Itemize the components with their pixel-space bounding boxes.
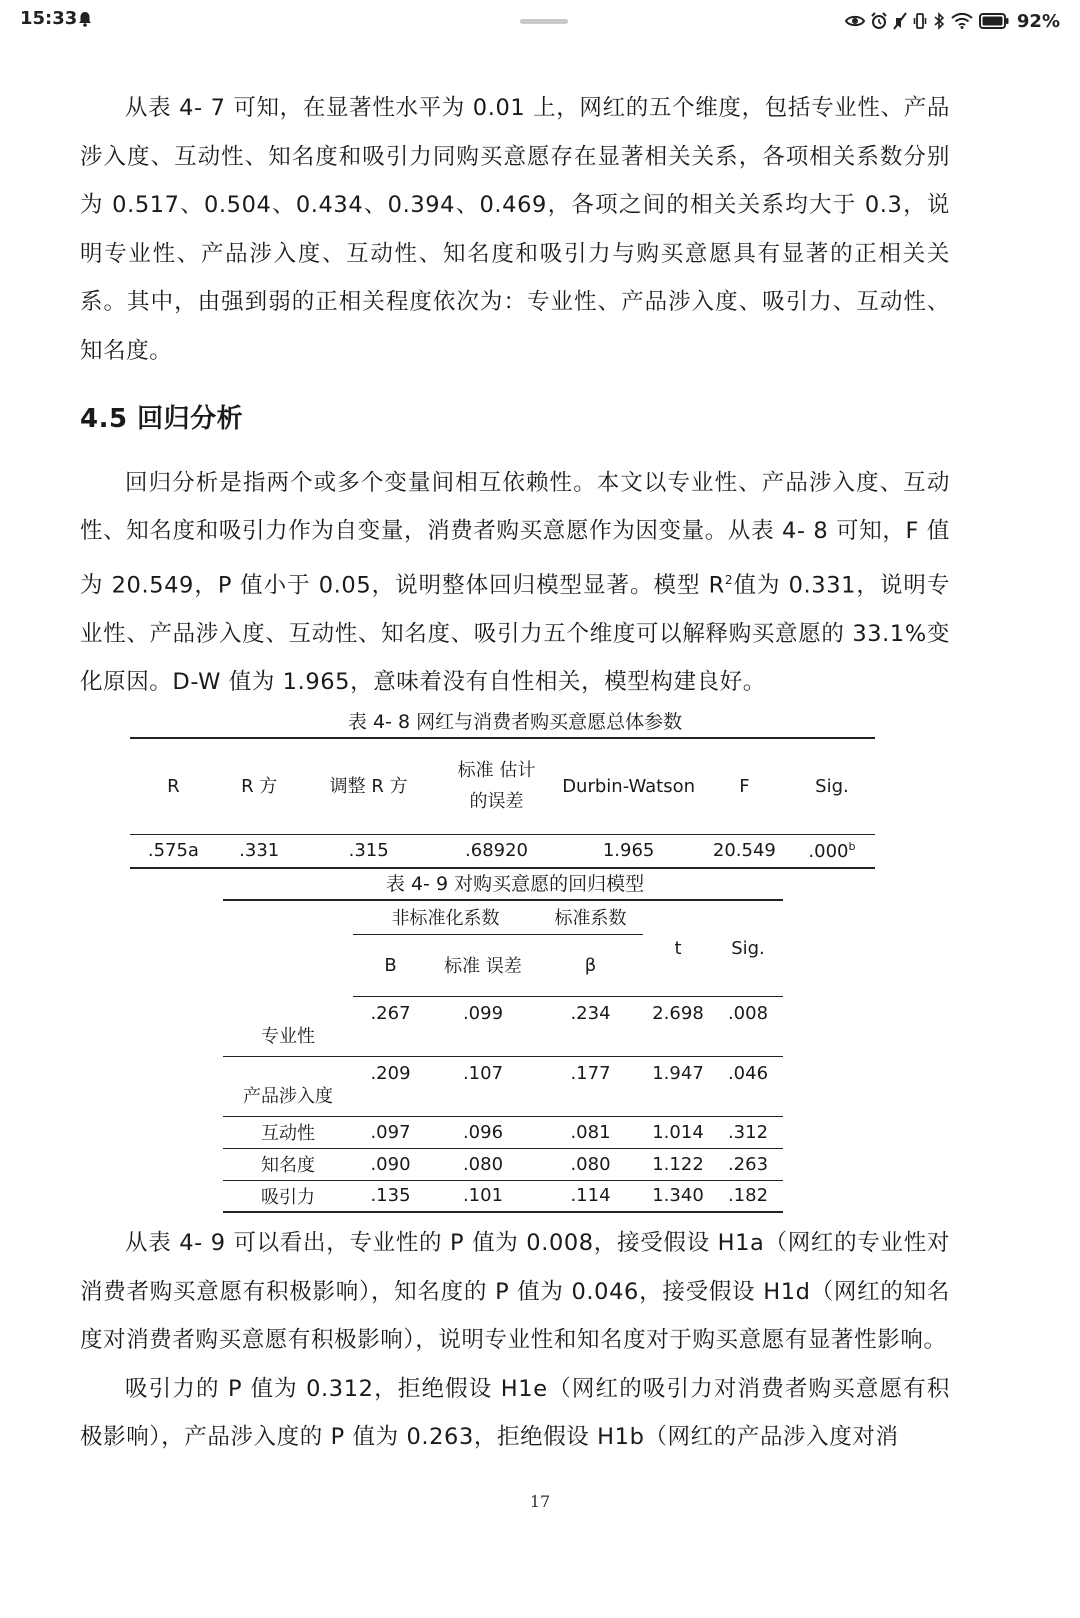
status-time: 15:33: [20, 8, 78, 29]
t9-row-popularity: [223, 1148, 783, 1180]
t8-cell-durbin-watson: 1.965: [602, 840, 655, 862]
t8-sig-value: .000: [808, 840, 849, 862]
bell-icon: [78, 11, 92, 27]
t8-header-std-error: 标准 估计的误差: [436, 738, 558, 834]
t9-cell-b: .267: [353, 996, 428, 1056]
status-bar: [0, 0, 1080, 44]
t8-cell-r-square: .331: [239, 840, 280, 862]
t9-row-name: 产品涉入度: [223, 1056, 353, 1116]
t9-header-std-error: 标准 误差: [428, 934, 538, 996]
t9-cell-beta: .177: [538, 1056, 643, 1116]
t9-cell-sig: .263: [713, 1148, 783, 1180]
table9-caption: 表 4- 9 对购买意愿的回归模型: [385, 873, 645, 896]
paragraph-hypothesis-accept: 从表 4- 9 可以看出，专业性的 P 值为 0.008，接受假设 H1a（网红的专业性对消费者购买意愿有积极影响），知名度的 P 值为 0.046，接受假设 H1d（网红的知名度对消费者购买意愿有积极影响），说明专业性和知名度对于购买意愿有显著性影响。: [80, 1230, 950, 1354]
paragraph-correlation: 从表 4- 7 可知，在显著性水平为 0.01 上，网红的五个维度，包括专业性、产品涉入度、互动性、知名度和吸引力同购买意愿存在显著相关关系，各项相关系数分别为 0.517、0.504、0.434、0.394、0.469，各项之间的相关关系均大于 0.3，说明专业性、产品涉入度、互动性、知名度和吸引力与购买意愿具有显著的正相关关系。其中，由强到弱的正相关程度依次为：专业性、产品涉入度、吸引力、互动性、知名度。: [80, 95, 950, 364]
battery-icon: [979, 13, 1009, 29]
t9-cell-sig: .312: [713, 1116, 783, 1148]
t9-row-attractiveness: [223, 1180, 783, 1212]
t9-cell-t: 2.698: [643, 996, 713, 1056]
table8-caption: 表 4- 8 网红与消费者购买意愿总体参数: [347, 711, 683, 734]
t8-cell-sig: [789, 834, 875, 868]
t9-cell-se: .101: [462, 1185, 504, 1207]
section-heading: 4.5 回归分析: [80, 403, 244, 434]
t9-header-beta: β: [538, 934, 643, 996]
mute-icon: [893, 12, 907, 30]
t9-row-name: 专业性: [223, 996, 353, 1056]
t9-cell-sig: .182: [727, 1185, 769, 1207]
t9-cell-se: .096: [428, 1116, 538, 1148]
wifi-icon: [951, 13, 973, 29]
t9-row-name: 吸引力: [261, 1186, 315, 1208]
t9-cell-b: .097: [353, 1116, 428, 1148]
t9-cell-se: .080: [428, 1148, 538, 1180]
t9-header-b: B: [353, 934, 428, 996]
t9-header-unstandardized: 非标准化系数: [353, 900, 538, 934]
t9-row-product-involvement: [223, 1056, 783, 1116]
t9-header-standardized: 标准系数: [538, 900, 643, 934]
page-number: 17: [529, 1492, 551, 1511]
alarm-icon: [871, 12, 887, 30]
t8-cell-adjusted-r-square: .315: [348, 840, 389, 862]
t9-cell-beta: .234: [538, 996, 643, 1056]
t9-cell-b: .135: [370, 1185, 411, 1207]
t9-row-interactivity: [223, 1116, 783, 1148]
eye-icon: [845, 14, 865, 28]
t9-cell-beta: .081: [538, 1116, 643, 1148]
status-icons: [845, 8, 1060, 34]
t9-cell-t: 1.340: [652, 1185, 704, 1207]
t8-cell-f: 20.549: [712, 840, 776, 862]
document-page: [80, 84, 950, 1462]
t9-row-name: 互动性: [223, 1116, 353, 1148]
t8-sig-superscript: b: [848, 839, 856, 853]
battery-level: 92%: [1016, 10, 1060, 32]
t8-cell-r: .575a: [147, 840, 199, 862]
paragraph-regression-part1: 回归分析是指两个或多个变量间相互依赖性。本文以专业性、产品涉入度、互动性、知名度和吸引力作为自变量，消费者购买意愿作为因变量。从表 4- 8 可知，F 值为 20.549，P 值小于 0.05，说明整体回归模型显著。模型 R: [80, 469, 950, 599]
coefficients-table: [223, 899, 783, 1213]
t8-data-row: [130, 834, 875, 868]
t9-cell-sig: .046: [713, 1056, 783, 1116]
paragraph-regression: [80, 459, 950, 707]
t9-header-sig: Sig.: [713, 900, 783, 996]
t9-cell-beta: .080: [538, 1148, 643, 1180]
model-summary-table: [130, 737, 875, 869]
t9-row-professionalism: [223, 996, 783, 1056]
t8-header-r-square: R 方: [217, 738, 302, 834]
t9-cell-t: 1.122: [643, 1148, 713, 1180]
t9-cell-se: .107: [428, 1056, 538, 1116]
t9-cell-t: 1.014: [643, 1116, 713, 1148]
vibrate-icon: [913, 12, 927, 30]
t8-cell-std-error: .68920: [465, 840, 529, 862]
t9-cell-b: .209: [353, 1056, 428, 1116]
t9-cell-beta: .114: [570, 1185, 611, 1207]
t8-header-adjusted-r-square: 调整 R 方: [302, 738, 436, 834]
t9-header-variable: [223, 900, 353, 996]
t8-header-sig: Sig.: [789, 738, 875, 834]
t9-cell-t: 1.947: [643, 1056, 713, 1116]
t9-cell-se: .099: [428, 996, 538, 1056]
paragraph-hypothesis-reject: 吸引力的 P 值为 0.312，拒绝假设 H1e（网红的吸引力对消费者购买意愿有积极影响），产品涉入度的 P 值为 0.263，拒绝假设 H1b（网红的产品涉入度对消: [80, 1375, 950, 1451]
bluetooth-icon: [933, 12, 945, 30]
t9-row-name: 知名度: [223, 1148, 353, 1180]
t8-header-r: R: [130, 738, 217, 834]
paragraph-regression-part2: 值为 0.331，说明专业性、产品涉入度、互动性、知名度、吸引力五个维度可以解释购买意愿的 33.1%变化原因。D-W 值为 1.965，意味着没有自性相关，模型构建良好。: [80, 572, 951, 696]
r-squared-superscript: 2: [724, 572, 734, 587]
t9-cell-sig: .008: [713, 996, 783, 1056]
t8-header-f: F: [700, 738, 789, 834]
t9-header-t: t: [643, 900, 713, 996]
t9-cell-b: .090: [353, 1148, 428, 1180]
t8-header-durbin-watson: Durbin-Watson: [557, 738, 700, 834]
drag-handle[interactable]: [520, 19, 568, 24]
